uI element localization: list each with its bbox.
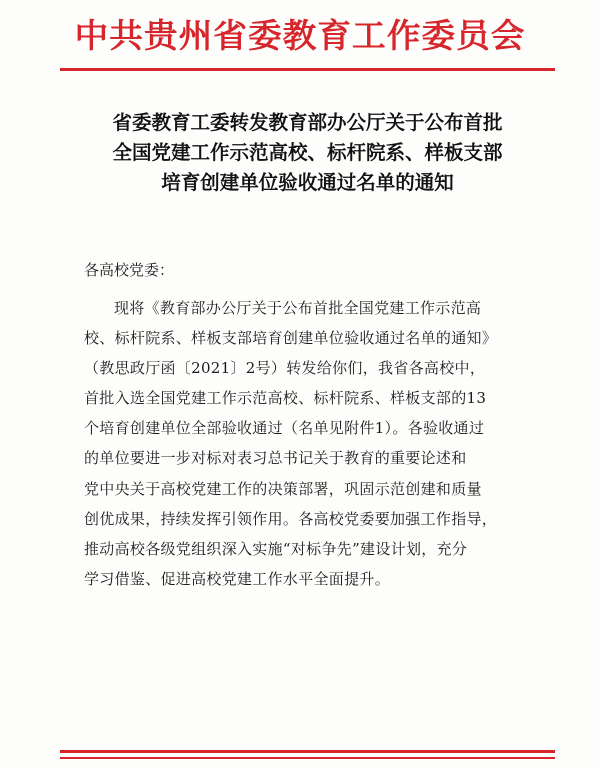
body-line: 推动高校各级党组织深入实施“对标争先”建设计划，充分 xyxy=(84,539,468,558)
notice-body xyxy=(84,293,554,594)
body-line: 党中央关于高校党建工作的决策部署，巩固示范创建和质量 xyxy=(84,479,482,498)
body-line: 学习借鉴、促进高校党建工作水平全面提升。 xyxy=(84,569,391,588)
notice-title-line: 全国党建工作示范高校、标杆院系、样板支部 xyxy=(112,141,503,164)
notice-title-line: 培育创建单位验收通过名单的通知 xyxy=(161,171,454,194)
footer-red-rule xyxy=(60,750,555,753)
body-line: 的单位要进一步对标对表习总书记关于教育的重要论述和 xyxy=(84,449,467,468)
salutation: 各高校党委： xyxy=(84,261,175,279)
letterhead-red-rule xyxy=(60,68,555,71)
body-line: 校、标杆院系、样板支部培育创建单位验收通过名单的通知》 xyxy=(84,329,498,348)
notice-title xyxy=(60,108,555,198)
notice-title-line: 省委教育工委转发教育部办公厅关于公布首批 xyxy=(112,111,503,134)
body-line: 现将《教育部办公厅关于公布首批全国党建工作示范高 xyxy=(114,299,482,317)
footer-red-rule-thin xyxy=(60,757,555,759)
body-line: 首批入选全国党建工作示范高校、标杆院系、样板支部的13 xyxy=(84,389,487,408)
body-line: （教思政厅函〔2021〕2号）转发给你们，我省各高校中， xyxy=(84,359,486,378)
body-line: 创优成果，持续发挥引领作用。各高校党委要加强工作指导， xyxy=(84,509,498,528)
body-line: 个培育创建单位全部验收通过（名单见附件1）。各验收通过 xyxy=(84,419,485,438)
letterhead-org-name: 中共贵州省委教育工作委员会 xyxy=(74,16,526,55)
